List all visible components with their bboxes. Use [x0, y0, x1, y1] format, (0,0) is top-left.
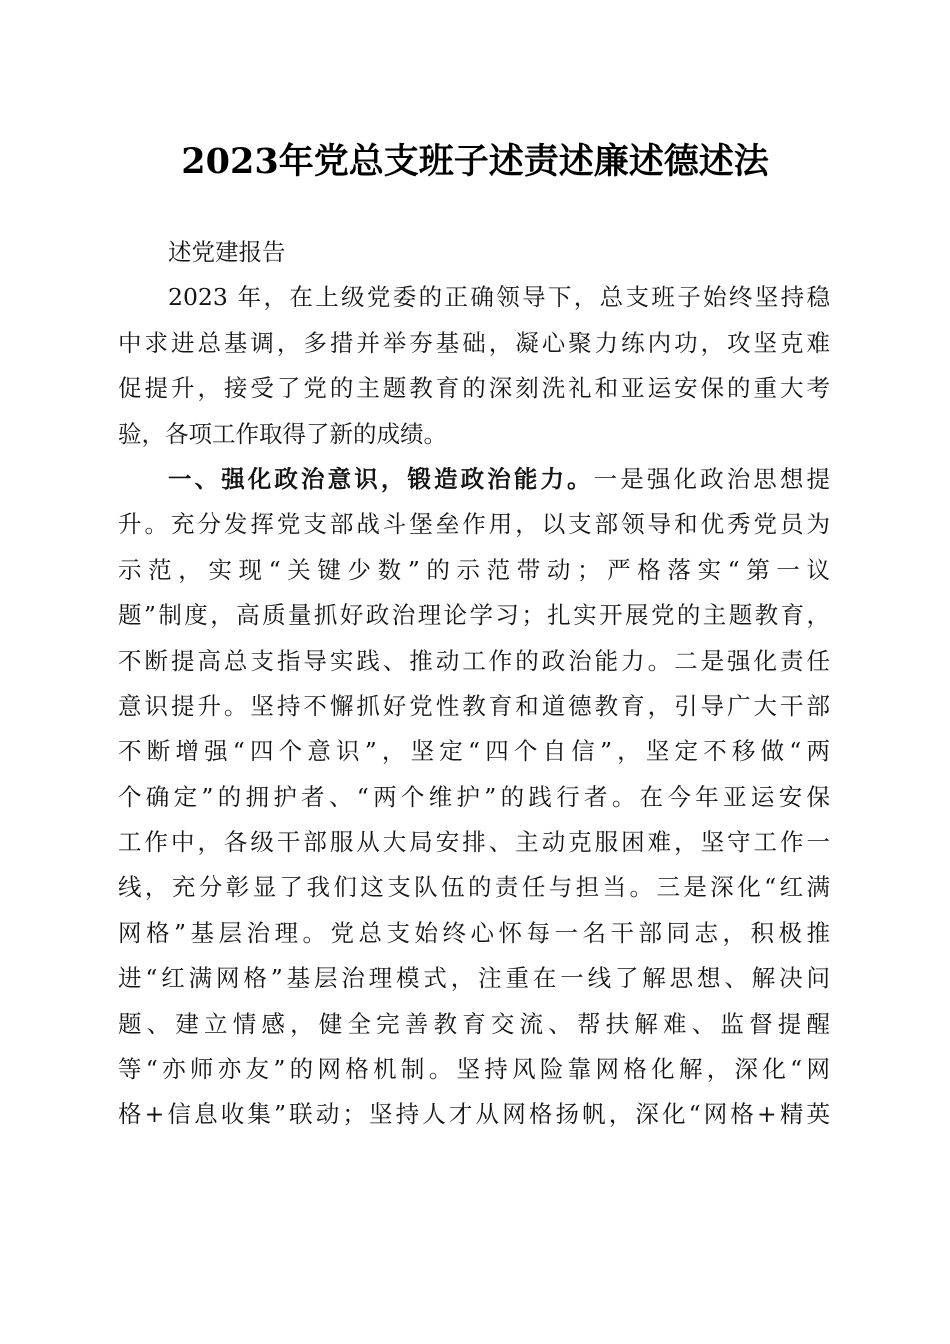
text-line: 线，充分彰显了我们这支队伍的责任与担当。三是深化“红满: [118, 873, 830, 902]
text-line: 不断增强“四个意识”，坚定“四个自信”，坚定不移做“两: [118, 737, 830, 766]
text-line: 个确定”的拥护者、“两个维护”的践行者。在今年亚运安保: [118, 782, 830, 811]
text-line: 题、建立情感，健全完善教育交流、帮扶解难、监督提醒: [118, 1009, 830, 1038]
text-line: 工作中，各级干部服从大局安排、主动克服困难，坚守工作一: [118, 828, 830, 857]
text-line: 进“红满网格”基层治理模式，注重在一线了解思想、解决问: [118, 964, 830, 993]
intro-paragraph: [118, 275, 830, 457]
text-line: 升。充分发挥党支部战斗堡垒作用，以支部领导和优秀党员为: [118, 510, 830, 539]
text-line: 格+信息收集”联动；坚持人才从网格扬帆，深化“网格+精英: [118, 1100, 830, 1129]
document-body: [118, 230, 830, 1138]
report-subtitle: 述党建报告: [168, 238, 286, 266]
section-1-paragraph: [118, 457, 830, 1138]
document-title: 2023年党总支班子述责述廉述德述法: [181, 141, 769, 182]
section-1-heading: 一、强化政治意识，锻造政治能力。: [168, 464, 594, 493]
text-line: 等“亦师亦友”的网格机制。坚持风险靠网格化解，深化“网: [118, 1055, 830, 1084]
text-line: 示范，实现“关键少数”的示范带动；严格落实“第一议: [118, 555, 830, 584]
text-line: 促提升，接受了党的主题教育的深刻洗礼和亚运安保的重大考: [118, 374, 830, 403]
text-line: 网格”基层治理。党总支始终心怀每一名干部同志，积极推: [118, 918, 830, 947]
text-line: 不断提高总支指导实践、推动工作的政治能力。二是强化责任: [118, 646, 830, 675]
text-line: 验，各项工作取得了新的成绩。: [118, 419, 447, 448]
text-line: 2023 年，在上级党委的正确领导下，总支班子始终坚持稳: [168, 283, 830, 312]
text-line: 意识提升。坚持不懈抓好党性教育和道德教育，引导广大干部: [118, 691, 830, 720]
section-1-first-line-text: 一是强化政治思想提: [593, 464, 831, 493]
text-line: 中求进总基调，多措并举夯基础，凝心聚力练内功，攻坚克难: [118, 328, 830, 357]
section-1-first-line: [118, 457, 830, 502]
text-line: 题”制度，高质量抓好政治理论学习；扎实开展党的主题教育，: [118, 601, 830, 630]
